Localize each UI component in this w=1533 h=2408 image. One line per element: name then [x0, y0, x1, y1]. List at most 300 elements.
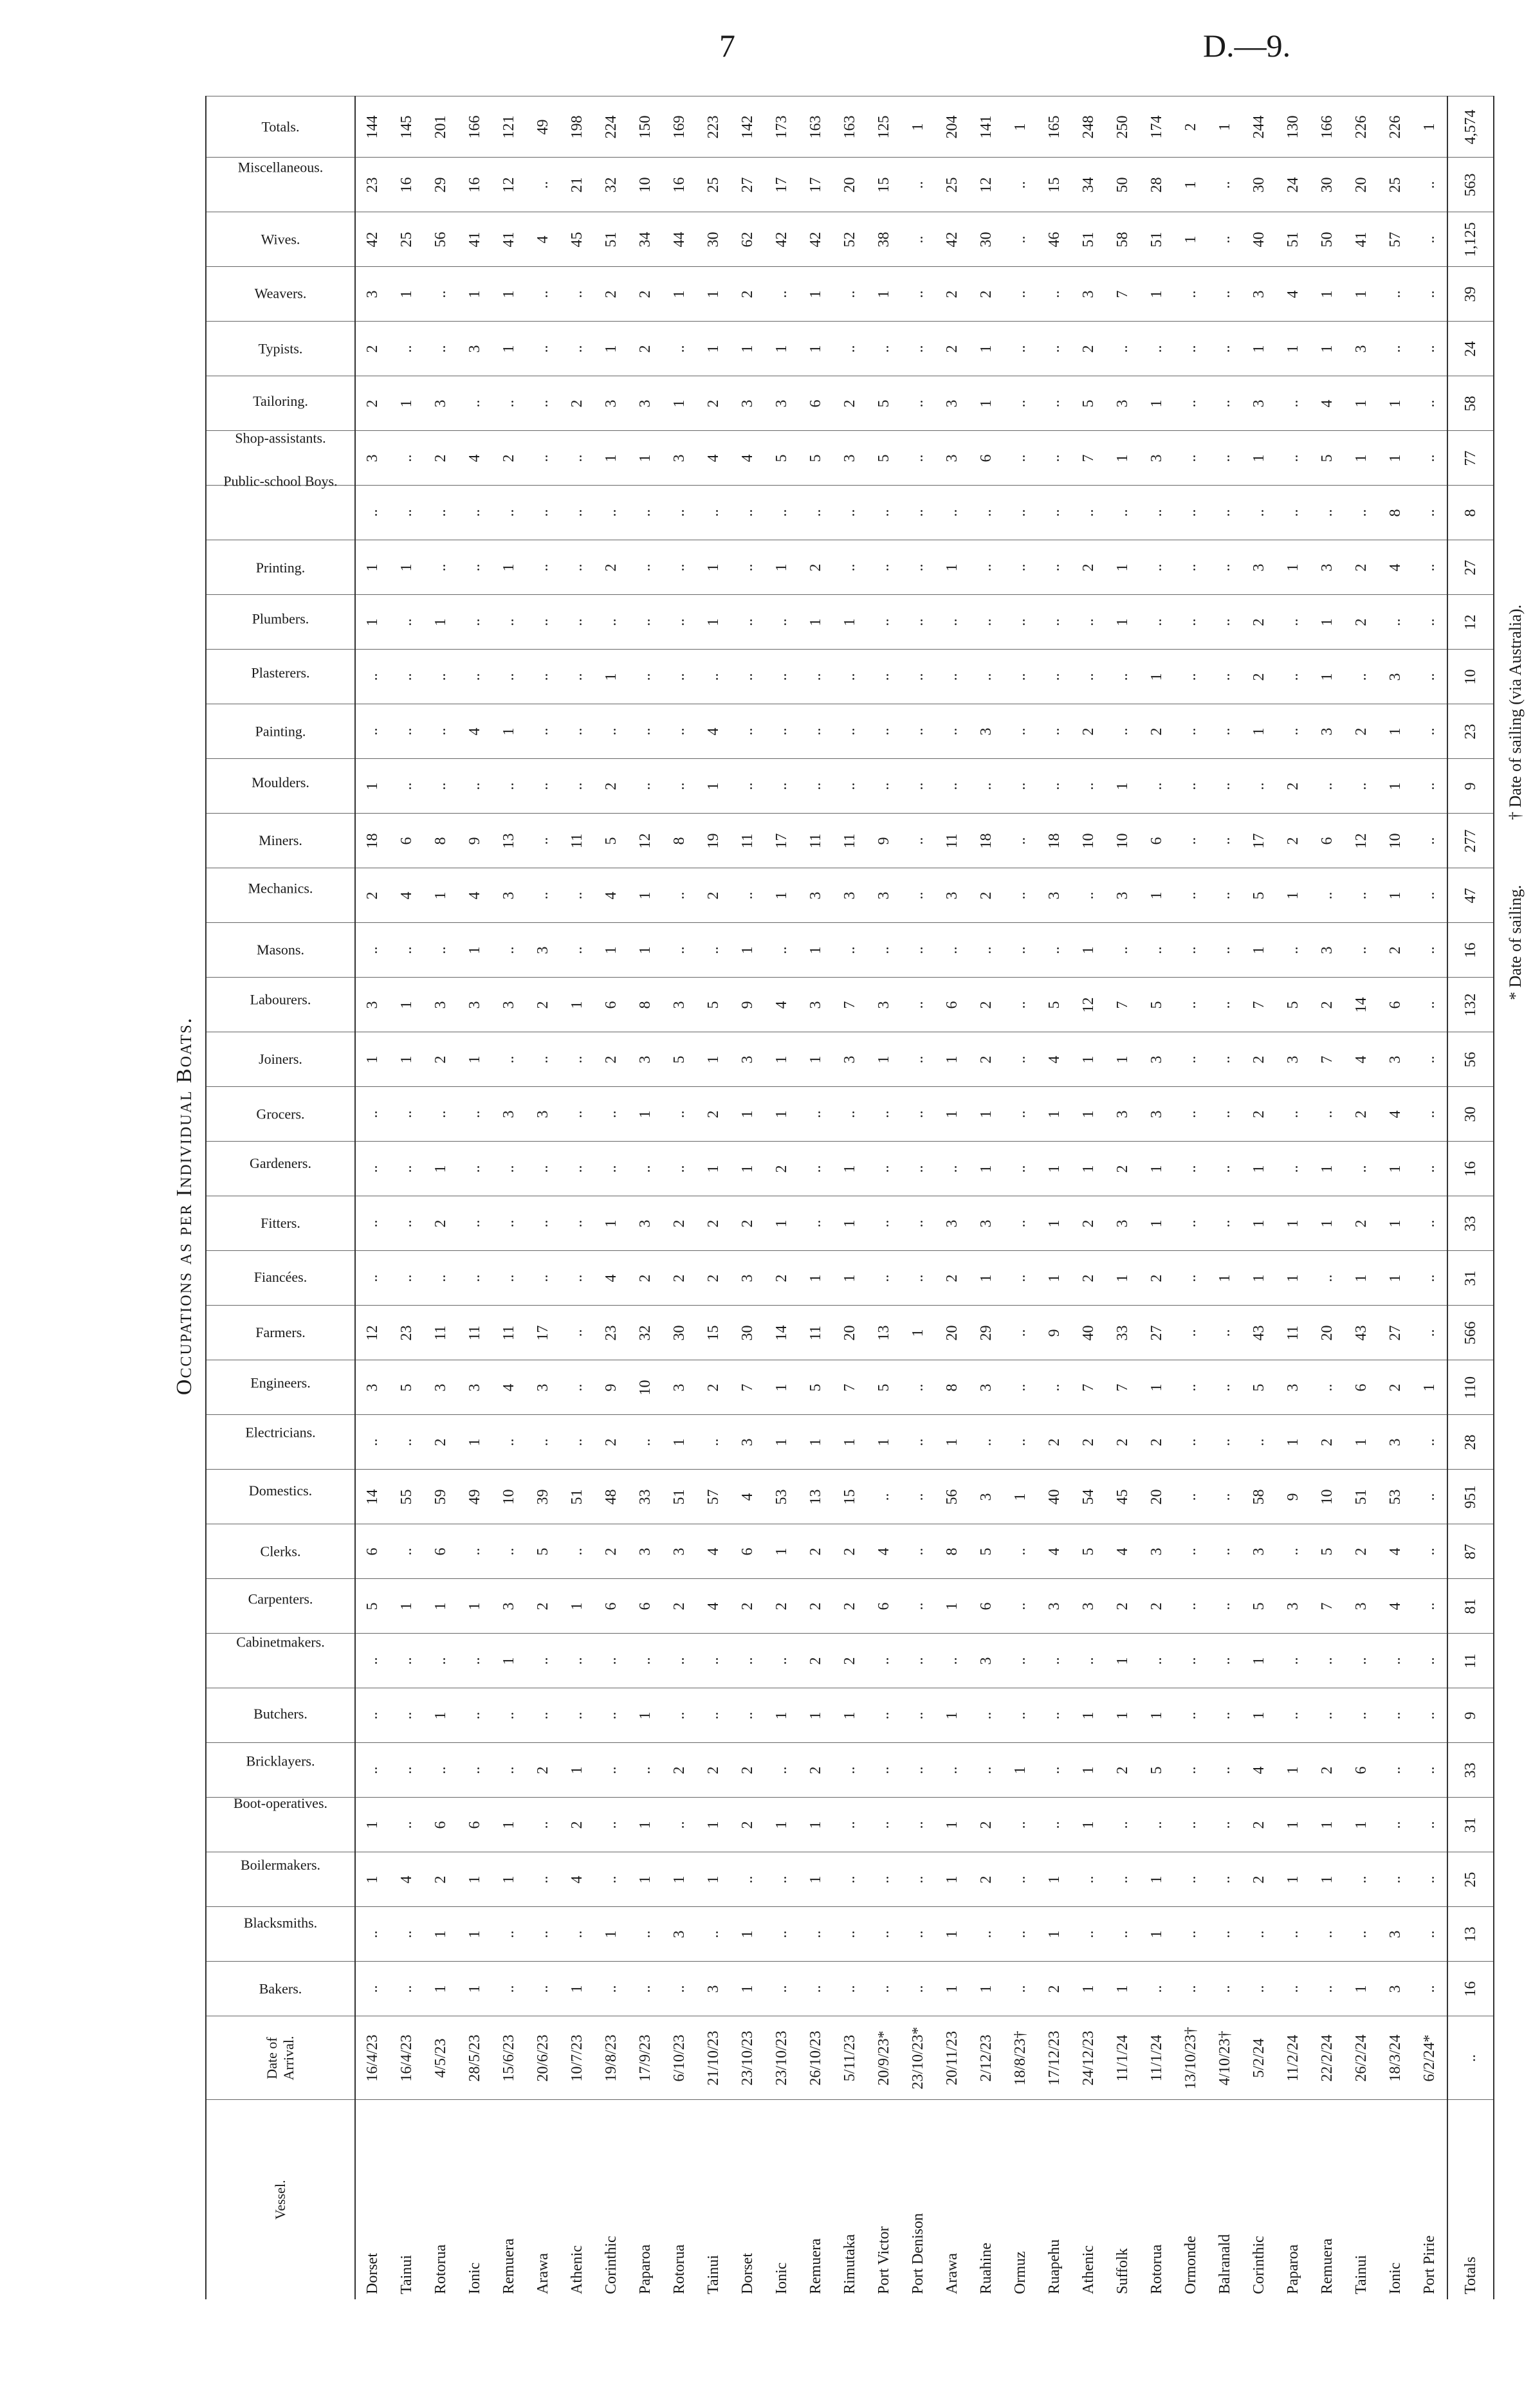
count-cell: 3 [697, 1962, 731, 2016]
count-cell: .. [390, 923, 424, 978]
count-cell: 1 [1276, 1743, 1310, 1798]
count-cell: 3 [1379, 1907, 1413, 1962]
count-cell: 2 [1345, 540, 1379, 595]
arrival-date-cell: 4/5/23 [424, 2016, 458, 2100]
count-cell: .. [1208, 1743, 1242, 1798]
count-cell: .. [526, 1962, 560, 2016]
count-cell: .. [867, 1470, 901, 1524]
count-cell: 11 [424, 1306, 458, 1360]
count-cell: .. [833, 1743, 867, 1798]
count-cell: .. [458, 1142, 492, 1196]
count-cell: 12 [1345, 814, 1379, 868]
count-cell: 1 [731, 322, 765, 376]
count-cell: .. [560, 486, 594, 540]
count-cell: 1 [765, 540, 799, 595]
count-cell: .. [560, 267, 594, 322]
count-cell: 9 [594, 1360, 629, 1415]
count-cell: .. [1413, 704, 1447, 759]
count-cell: 1 [1345, 1251, 1379, 1306]
count-cell: 10 [492, 1470, 526, 1524]
count-cell: 1 [1276, 1251, 1310, 1306]
count-cell: .. [1208, 267, 1242, 322]
count-cell: 8 [663, 814, 697, 868]
total-cell: 23 [1447, 704, 1494, 759]
count-cell: 7 [1242, 978, 1276, 1032]
count-cell: .. [867, 486, 901, 540]
count-cell: 12 [355, 1306, 390, 1360]
count-cell: 1 [1106, 1688, 1140, 1743]
count-cell: 25 [390, 212, 424, 267]
count-cell: 2 [1072, 1251, 1106, 1306]
count-cell: 57 [697, 1470, 731, 1524]
count-cell: .. [355, 1251, 390, 1306]
count-cell: 163 [799, 96, 833, 158]
count-cell: .. [1310, 1251, 1345, 1306]
count-cell: 34 [629, 212, 663, 267]
count-cell: 224 [594, 96, 629, 158]
count-cell: 1 [1345, 431, 1379, 486]
count-cell: .. [1413, 267, 1447, 322]
total-cell: 11 [1447, 1634, 1494, 1688]
count-cell: 1 [1276, 1415, 1310, 1470]
count-cell: 3 [1379, 1415, 1413, 1470]
count-cell: .. [629, 1743, 663, 1798]
count-cell: .. [1140, 540, 1174, 595]
count-cell: .. [526, 759, 560, 814]
count-cell: 142 [731, 96, 765, 158]
count-cell: 3 [458, 1360, 492, 1415]
count-cell: .. [1072, 1907, 1106, 1962]
column-header-label: Plumbers. [252, 611, 309, 628]
count-cell: .. [799, 1196, 833, 1251]
count-cell: 2 [492, 431, 526, 486]
count-cell: 1 [390, 540, 424, 595]
count-cell: .. [1140, 595, 1174, 650]
footnote-via-australia: † Date of sailing (via Australia). [1506, 604, 1525, 820]
count-cell: .. [1413, 978, 1447, 1032]
total-cell: 77 [1447, 431, 1494, 486]
count-cell: 7 [1106, 978, 1140, 1032]
vessel-name-cell: Suffolk [1106, 2100, 1140, 2299]
count-cell: 173 [765, 96, 799, 158]
count-cell: .. [526, 1852, 560, 1907]
count-cell: .. [1242, 486, 1276, 540]
count-cell: .. [867, 1087, 901, 1142]
count-cell: 2 [424, 431, 458, 486]
count-cell: .. [1174, 1032, 1208, 1087]
count-cell: 2 [731, 267, 765, 322]
count-cell: 1 [390, 1579, 424, 1634]
count-cell: .. [1208, 376, 1242, 431]
count-cell: 2 [663, 1743, 697, 1798]
count-cell: .. [901, 923, 935, 978]
count-cell: 174 [1140, 96, 1174, 158]
count-cell: 30 [969, 212, 1004, 267]
count-cell: .. [901, 1251, 935, 1306]
count-cell: 1 [1276, 1196, 1310, 1251]
count-cell: 2 [833, 376, 867, 431]
count-cell: .. [1208, 158, 1242, 212]
count-cell: .. [560, 1907, 594, 1962]
column-header [206, 650, 355, 704]
count-cell: .. [1174, 595, 1208, 650]
count-cell: .. [1379, 322, 1413, 376]
count-cell: 5 [1310, 1524, 1345, 1579]
count-cell: 2 [594, 1415, 629, 1470]
count-cell: 166 [458, 96, 492, 158]
count-cell: .. [969, 486, 1004, 540]
count-cell: 6 [629, 1579, 663, 1634]
count-cell: 1 [492, 704, 526, 759]
count-cell: .. [390, 1688, 424, 1743]
arrival-date-cell: 17/9/23 [629, 2016, 663, 2100]
count-cell: .. [833, 1962, 867, 2016]
count-cell: 1 [1379, 376, 1413, 431]
count-cell: .. [663, 322, 697, 376]
count-cell: 1 [1413, 96, 1447, 158]
count-cell: 2 [663, 1251, 697, 1306]
count-cell: .. [765, 1907, 799, 1962]
count-cell: .. [1413, 158, 1447, 212]
count-cell: 2 [1072, 704, 1106, 759]
count-cell: 4 [1310, 376, 1345, 431]
count-cell: 1 [1379, 431, 1413, 486]
count-cell: .. [492, 650, 526, 704]
count-cell: .. [390, 1524, 424, 1579]
table-row [526, 96, 560, 2299]
count-cell: 1 [1310, 322, 1345, 376]
count-cell: 1 [492, 267, 526, 322]
count-cell: 2 [1379, 1360, 1413, 1415]
arrival-date-cell: 2/12/23 [969, 2016, 1004, 2100]
column-header-label: Shop-assistants. [235, 430, 326, 446]
count-cell: .. [1174, 759, 1208, 814]
count-cell: .. [901, 1360, 935, 1415]
count-cell: 49 [526, 96, 560, 158]
count-cell: 3 [629, 1032, 663, 1087]
count-cell: 2 [697, 1743, 731, 1798]
count-cell: 1 [969, 376, 1004, 431]
count-cell: .. [1174, 1087, 1208, 1142]
vessel-name-cell: Remuera [492, 2100, 526, 2299]
column-header [206, 1196, 355, 1251]
count-cell: 1 [629, 868, 663, 923]
count-cell: .. [901, 540, 935, 595]
count-cell: 20 [1345, 158, 1379, 212]
count-cell: 14 [765, 1306, 799, 1360]
count-cell: 1 [697, 759, 731, 814]
count-cell: .. [492, 1962, 526, 2016]
count-cell: 1 [1276, 868, 1310, 923]
total-cell: 25 [1447, 1852, 1494, 1907]
count-cell: .. [1140, 759, 1174, 814]
count-cell: .. [1038, 376, 1072, 431]
count-cell: 2 [594, 1524, 629, 1579]
count-cell: .. [901, 158, 935, 212]
count-cell: .. [1413, 1196, 1447, 1251]
count-cell: 29 [969, 1306, 1004, 1360]
count-cell: .. [697, 1688, 731, 1743]
total-cell: 81 [1447, 1579, 1494, 1634]
count-cell: 7 [1072, 1360, 1106, 1415]
count-cell: 141 [969, 96, 1004, 158]
count-cell: 1 [1140, 1142, 1174, 1196]
count-cell: .. [1208, 1962, 1242, 2016]
count-cell: .. [390, 1798, 424, 1852]
count-cell: .. [355, 1688, 390, 1743]
count-cell: 1 [697, 1142, 731, 1196]
count-cell: 3 [969, 1360, 1004, 1415]
count-cell: .. [1004, 540, 1038, 595]
count-cell: .. [833, 1087, 867, 1142]
count-cell: 2 [1310, 978, 1345, 1032]
count-cell: .. [663, 704, 697, 759]
vessel-name-cell: Ionic [458, 2100, 492, 2299]
count-cell: .. [390, 1743, 424, 1798]
total-cell: 9 [1447, 1688, 1494, 1743]
column-header [206, 1907, 355, 1962]
count-cell: 150 [629, 96, 663, 158]
count-cell: .. [1208, 212, 1242, 267]
count-cell: .. [1004, 704, 1038, 759]
footnotes [1494, 113, 1533, 2299]
arrival-date-cell: 24/12/23 [1072, 2016, 1106, 2100]
arrival-date-cell: 18/8/23† [1004, 2016, 1038, 2100]
count-cell: .. [833, 540, 867, 595]
count-cell: 1 [1379, 759, 1413, 814]
count-cell: .. [390, 1634, 424, 1688]
count-cell: 1 [355, 1032, 390, 1087]
count-cell: .. [390, 1415, 424, 1470]
arrival-date-cell: 16/4/23 [390, 2016, 424, 2100]
count-cell: 2 [765, 1142, 799, 1196]
count-cell: 1 [1140, 1360, 1174, 1415]
count-cell: 7 [1072, 431, 1106, 486]
count-cell: 4 [560, 1852, 594, 1907]
count-cell: .. [1174, 267, 1208, 322]
count-cell: 1 [1038, 1196, 1072, 1251]
count-cell: .. [1038, 1634, 1072, 1688]
count-cell: 4 [867, 1524, 901, 1579]
count-cell: .. [1310, 486, 1345, 540]
count-cell: .. [833, 1907, 867, 1962]
count-cell: .. [1004, 158, 1038, 212]
count-cell: .. [867, 650, 901, 704]
count-cell: 1 [765, 1196, 799, 1251]
count-cell: .. [663, 923, 697, 978]
count-cell: 39 [526, 1470, 560, 1524]
count-cell: .. [526, 868, 560, 923]
count-cell: .. [969, 1907, 1004, 1962]
count-cell: 163 [833, 96, 867, 158]
count-cell: .. [731, 1852, 765, 1907]
column-header-label: Vessel. [272, 2180, 288, 2220]
count-cell: 7 [1310, 1032, 1345, 1087]
count-cell: 1 [458, 1032, 492, 1087]
count-cell: 2 [663, 1196, 697, 1251]
column-header-label: Bakers. [259, 1980, 302, 1997]
count-cell: .. [1174, 1852, 1208, 1907]
count-cell: 6 [594, 978, 629, 1032]
count-cell: 10 [1072, 814, 1106, 868]
count-cell: 4 [458, 704, 492, 759]
count-cell: .. [1140, 1634, 1174, 1688]
count-cell: .. [1174, 814, 1208, 868]
count-cell: .. [1310, 1962, 1345, 2016]
count-cell: .. [560, 322, 594, 376]
count-cell: 55 [390, 1470, 424, 1524]
arrival-date-cell: 6/10/23 [663, 2016, 697, 2100]
count-cell: 1 [1174, 212, 1208, 267]
count-cell: 3 [492, 1579, 526, 1634]
count-cell: 2 [1106, 1579, 1140, 1634]
count-cell: 3 [594, 376, 629, 431]
table-row [731, 96, 765, 2299]
count-cell: .. [560, 1196, 594, 1251]
count-cell: .. [901, 704, 935, 759]
count-cell: 2 [1345, 1087, 1379, 1142]
count-cell: .. [526, 1798, 560, 1852]
count-cell: .. [1038, 759, 1072, 814]
count-cell: .. [1310, 759, 1345, 814]
count-cell: .. [1413, 1087, 1447, 1142]
count-cell: 1 [799, 267, 833, 322]
count-cell: .. [799, 1142, 833, 1196]
count-cell: 1 [1242, 1688, 1276, 1743]
count-cell: 4 [1038, 1032, 1072, 1087]
count-cell: 1 [458, 1579, 492, 1634]
count-cell: .. [1413, 1470, 1447, 1524]
count-cell: 1 [833, 1688, 867, 1743]
count-cell: .. [629, 1907, 663, 1962]
count-cell: .. [901, 1852, 935, 1907]
count-cell: 3 [1140, 1032, 1174, 1087]
count-cell: .. [629, 704, 663, 759]
count-cell: .. [1106, 1907, 1140, 1962]
count-cell: .. [731, 704, 765, 759]
count-cell: .. [355, 1087, 390, 1142]
count-cell: 1 [594, 322, 629, 376]
count-cell: .. [901, 1524, 935, 1579]
count-cell: .. [799, 486, 833, 540]
vessel-name-cell: Tainui [697, 2100, 731, 2299]
total-cell: 4,574 [1447, 96, 1494, 158]
count-cell: .. [390, 486, 424, 540]
count-cell: 18 [355, 814, 390, 868]
count-cell: 7 [1310, 1579, 1345, 1634]
column-header [206, 212, 355, 267]
count-cell: .. [424, 759, 458, 814]
count-cell: 1 [355, 540, 390, 595]
count-cell: 1 [1242, 431, 1276, 486]
table-row [492, 96, 526, 2299]
count-cell: .. [1413, 759, 1447, 814]
count-cell: .. [1276, 704, 1310, 759]
count-cell: 2 [1379, 923, 1413, 978]
table-row [1413, 96, 1447, 2299]
count-cell: 3 [935, 1196, 969, 1251]
count-cell: .. [458, 1524, 492, 1579]
count-cell: .. [1413, 1852, 1447, 1907]
count-cell: .. [526, 1634, 560, 1688]
count-cell: 43 [1345, 1306, 1379, 1360]
count-cell: .. [1208, 1087, 1242, 1142]
count-cell: 2 [1072, 1196, 1106, 1251]
total-cell: 31 [1447, 1798, 1494, 1852]
count-cell: 3 [833, 431, 867, 486]
count-cell: .. [1140, 322, 1174, 376]
count-cell: .. [526, 1251, 560, 1306]
occupations-table [205, 96, 1494, 2300]
total-cell: .. [1447, 2016, 1494, 2100]
count-cell: 6 [1379, 978, 1413, 1032]
count-cell: 1 [492, 322, 526, 376]
count-cell: 1 [1140, 1852, 1174, 1907]
vessel-name-cell: Balranald [1208, 2100, 1242, 2299]
count-cell: 18 [1038, 814, 1072, 868]
count-cell: .. [663, 1142, 697, 1196]
count-cell: .. [1413, 1524, 1447, 1579]
count-cell: 15 [1038, 158, 1072, 212]
count-cell: .. [424, 650, 458, 704]
count-cell: .. [765, 650, 799, 704]
count-cell: 20 [833, 158, 867, 212]
count-cell: .. [492, 1251, 526, 1306]
count-cell: .. [560, 1306, 594, 1360]
count-cell: 51 [1140, 212, 1174, 267]
count-cell: .. [935, 1743, 969, 1798]
count-cell: .. [1208, 1852, 1242, 1907]
count-cell: .. [629, 1415, 663, 1470]
count-cell: .. [560, 1688, 594, 1743]
count-cell: .. [1004, 978, 1038, 1032]
count-cell: .. [492, 1907, 526, 1962]
count-cell: .. [901, 814, 935, 868]
count-cell: 7 [833, 1360, 867, 1415]
column-header-label: Carpenters. [248, 1591, 313, 1608]
count-cell: 2 [594, 1032, 629, 1087]
count-cell: 1 [833, 1142, 867, 1196]
count-cell: .. [1413, 322, 1447, 376]
count-cell: 1 [935, 540, 969, 595]
count-cell: 3 [731, 1251, 765, 1306]
count-cell: .. [867, 759, 901, 814]
count-cell: 4 [594, 868, 629, 923]
count-cell: .. [1310, 1087, 1345, 1142]
count-cell: 1 [1310, 595, 1345, 650]
count-cell: 1 [969, 322, 1004, 376]
count-cell: .. [1345, 868, 1379, 923]
count-cell: 1 [1072, 923, 1106, 978]
arrival-date-cell: 23/10/23 [765, 2016, 799, 2100]
count-cell: 2 [1310, 1743, 1345, 1798]
count-cell: 38 [867, 212, 901, 267]
count-cell: 1 [969, 1251, 1004, 1306]
column-header [206, 814, 355, 868]
count-cell: 2 [1106, 1743, 1140, 1798]
column-header-label: Labourers. [250, 992, 311, 1008]
table-row [799, 96, 833, 2299]
count-cell: .. [1208, 1907, 1242, 1962]
count-cell: .. [526, 486, 560, 540]
table-row [560, 96, 594, 2299]
count-cell: 51 [663, 1470, 697, 1524]
count-cell: 1 [1345, 267, 1379, 322]
count-cell: .. [594, 1688, 629, 1743]
count-cell: 46 [1038, 212, 1072, 267]
column-header-label: Cabinetmakers. [236, 1634, 325, 1650]
count-cell: .. [1379, 1743, 1413, 1798]
